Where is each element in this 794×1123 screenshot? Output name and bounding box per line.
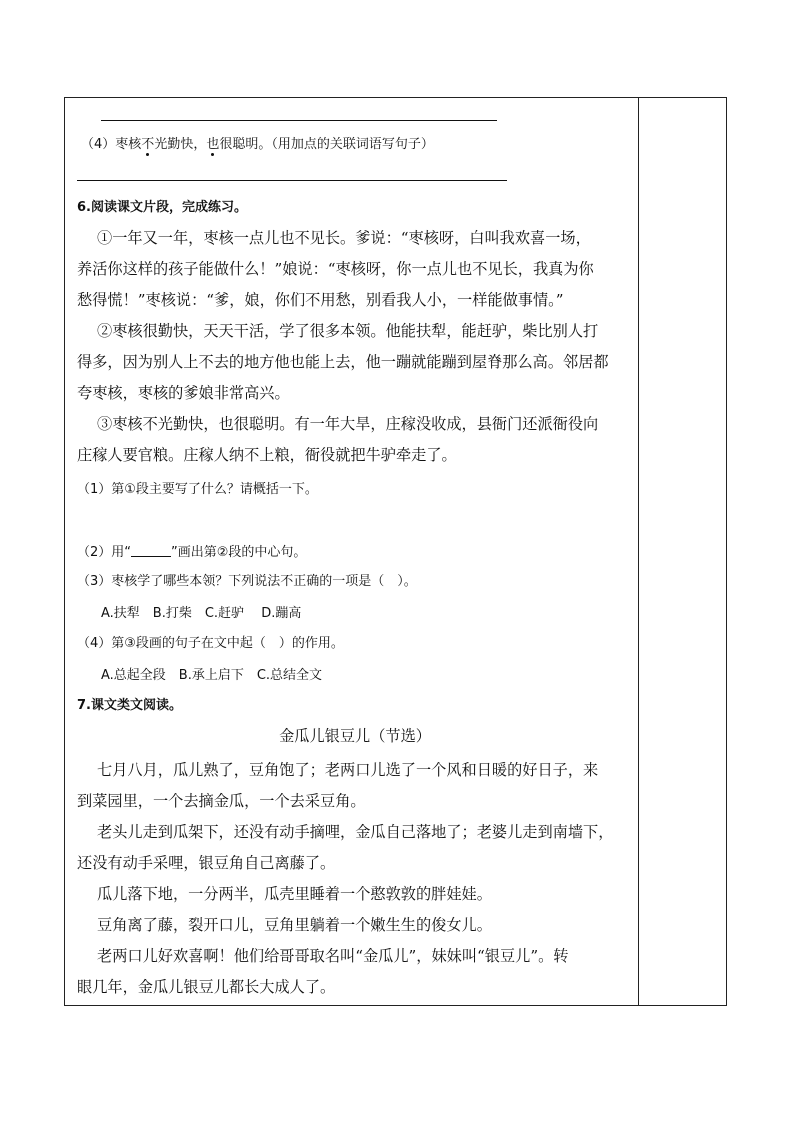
answer-line — [101, 120, 497, 121]
q6-passage-line: 愁得慌！”枣核说：“爹，娘，你们不用愁，别看我人小，一样能做事情。” — [77, 291, 564, 309]
q6-passage-line: 得多，因为别人上不去的地方他也能上去，他一蹦就能蹦到屋脊那么高。邻居都 — [77, 353, 609, 371]
q6-sub3-options: A.扶犁 B.打柴 C.赶驴 D.蹦高 — [101, 606, 302, 621]
q5-sub4 — [81, 137, 434, 153]
q6-passage-line: 庄稼人要官粮。庄稼人纳不上粮，衙役就把牛驴牵走了。 — [77, 446, 457, 464]
q6-sub3: （3）枣核学了哪些本领？下列说法不正确的一项是（ ）。 — [77, 574, 417, 589]
q7-passage-line: 眼几年，金瓜儿银豆儿都长大成人了。 — [77, 978, 336, 996]
q7-passage-line: 豆角离了藤，裂开口儿，豆角里躺着一个嫩生生的俊女儿。 — [97, 916, 492, 934]
q6-sub2 — [77, 544, 306, 561]
q7-passage-line: 老两口儿好欢喜啊！他们给哥哥取名叫“金瓜儿”，妹妹叫“银豆儿”。转 — [97, 947, 569, 965]
q6-title: 6.阅读课文片段，完成练习。 — [77, 200, 247, 215]
q5-sub4-text-2: 光勤快， — [154, 137, 207, 152]
q6-passage-line: ③枣核不光勤快，也很聪明。有一年大旱，庄稼没收成，县衙门还派衙役向 — [97, 415, 599, 433]
q6-sub1: （1）第①段主要写了什么？请概括一下。 — [77, 482, 318, 497]
dotted-char: 不 — [141, 137, 155, 152]
q7-passage-line: 瓜儿落下地，一分两半，瓜壳里睡着一个憨敦敦的胖娃娃。 — [97, 885, 492, 903]
q6-passage-line: 养活你这样的孩子能做什么！”娘说：“枣核呀，你一点儿也不见长，我真为你 — [77, 260, 594, 278]
dotted-char: 也 — [206, 137, 220, 152]
q6-passage-line: ①一年又一年，枣核一点儿也不见长。爹说：“枣核呀，白叫我欢喜一场， — [97, 229, 591, 247]
answer-line — [77, 180, 507, 181]
q5-sub4-text-3: 很聪明。（用加点的关联词语写句子） — [219, 137, 434, 152]
q6-passage-line: 夸枣核，枣核的爹娘非常高兴。 — [77, 384, 290, 402]
q6-passage-line: ②枣核很勤快，天天干活，学了很多本领。他能扶犁，能赶驴，柴比别人打 — [97, 322, 599, 340]
q7-passage-line: 还没有动手采哩，银豆角自己离藤了。 — [77, 854, 336, 872]
worksheet-table — [64, 97, 727, 1006]
column-divider — [638, 98, 639, 1005]
q7-passage-line: 老头儿走到瓜架下，还没有动手摘哩，金瓜自己落地了；老婆儿走到南墙下， — [97, 823, 614, 841]
q7-passage-title: 金瓜儿银豆儿（节选） — [279, 727, 431, 745]
q6-sub2-text-2: ”画出第②段的中心句。 — [171, 545, 307, 560]
q6-sub4-options: A.总起全段 B.承上启下 C.总结全文 — [101, 668, 323, 683]
q6-sub4: （4）第③段画的句子在文中起（ ）的作用。 — [77, 636, 344, 651]
q5-sub4-text-1: 枣核 — [115, 137, 142, 152]
underline-mark — [131, 544, 171, 557]
q5-sub4-num: （4） — [81, 137, 116, 152]
q6-sub2-text-1: （2）用“ — [77, 545, 132, 560]
q7-passage-line: 到菜园里，一个去摘金瓜，一个去采豆角。 — [77, 792, 366, 810]
q7-title: 7.课文类文阅读。 — [77, 698, 182, 713]
q7-passage-line: 七月八月，瓜儿熟了，豆角饱了；老两口儿选了一个风和日暖的好日子，来 — [97, 761, 599, 779]
